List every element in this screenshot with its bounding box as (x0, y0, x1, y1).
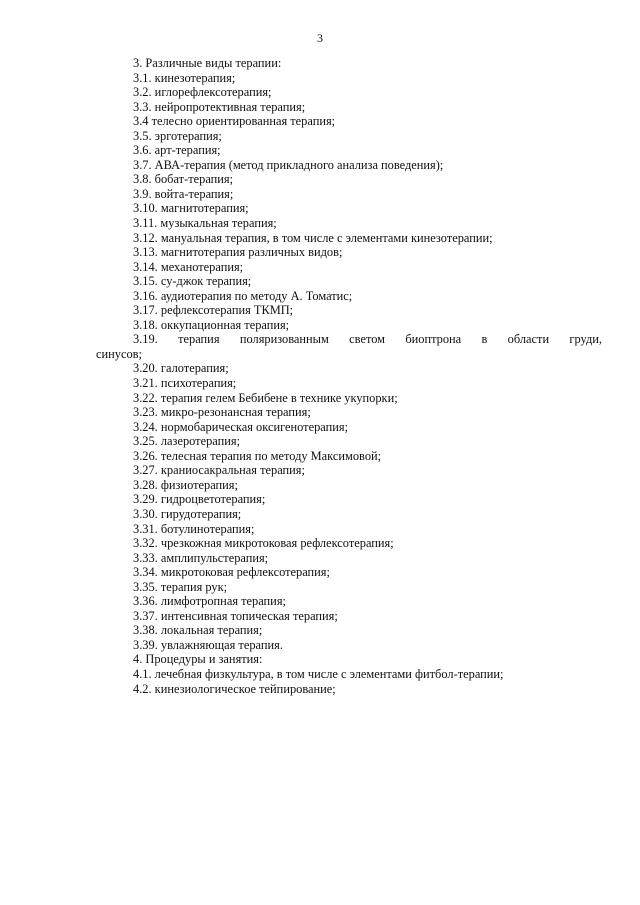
list-item: 3.37. интенсивная топическая терапия; (133, 608, 338, 623)
page-number: 3 (317, 31, 323, 45)
list-item: 3.31. ботулинотерапия; (133, 521, 255, 536)
list-item-wrapped-continuation: синусов; (96, 346, 142, 361)
list-item: 4.2. кинезиологическое тейпирование; (133, 681, 336, 696)
list-item: 3.20. галотерапия; (133, 361, 229, 376)
list-item: 3.11. музыкальная терапия; (133, 216, 277, 231)
list-item: 3.9. войта-терапия; (133, 186, 234, 201)
list-item: 3.38. локальная терапия; (133, 623, 263, 638)
list-item: 3.32. чрезкожная микротоковая рефлексотерапия; (133, 536, 394, 551)
list-item: 3.39. увлажняющая терапия. (133, 637, 283, 652)
list-item: 3.29. гидроцветотерапия; (133, 492, 266, 507)
list-item: 3.23. микро-резонансная терапия; (133, 405, 311, 420)
list-item: 3.34. микротоковая рефлексотерапия; (133, 565, 330, 580)
list-item: 3.27. краниосакральная терапия; (133, 463, 305, 478)
list-item: 3.35. терапия рук; (133, 579, 228, 594)
section-heading-procedures: 4. Процедуры и занятия: (133, 652, 263, 667)
list-item: 3.24. нормобарическая оксигенотерапия; (133, 419, 349, 434)
list-item: 3.25. лазеротерапия; (133, 434, 241, 449)
list-item: 3.15. су-джок терапия; (133, 274, 252, 289)
list-item: 3.13. магнитотерапия различных видов; (133, 245, 343, 260)
list-item: 3.33. амплипульстерапия; (133, 550, 269, 565)
list-item: 3.6. арт-терапия; (133, 143, 221, 158)
list-item: 3.10. магнитотерапия; (133, 201, 249, 216)
list-item: 3.3. нейропротективная терапия; (133, 99, 306, 114)
document-body (96, 56, 602, 696)
list-item: 3.36. лимфотропная терапия; (133, 594, 286, 609)
list-item: 3.5. эрготерапия; (133, 128, 222, 143)
list-item: 3.12. мануальная терапия, в том числе с элементами кинезотерапии; (133, 230, 493, 245)
list-item: 3.1. кинезотерапия; (133, 70, 236, 85)
list-item: 3.17. рефлексотерапия ТКМП; (133, 303, 294, 318)
list-item: 3.14. механотерапия; (133, 259, 244, 274)
list-item: 3.8. бобат-терапия; (133, 172, 234, 187)
list-item: 3.26. телесная терапия по методу Максимовой; (133, 448, 382, 463)
list-item: 3.22. терапия гелем Бебибене в технике укупорки; (133, 390, 398, 405)
list-item: 3.2. иглорефлексотерапия; (133, 85, 272, 100)
list-item-wrapped-first-line: 3.19. терапия поляризованным светом биоптрона в области груди, (133, 332, 602, 347)
list-item: 3.30. гирудотерапия; (133, 506, 242, 521)
list-item: 3.21. психотерапия; (133, 376, 237, 391)
list-item: 3.4 телесно ориентированная терапия; (133, 114, 336, 129)
section-heading-therapy-types: 3. Различные виды терапии: (133, 56, 282, 70)
list-item: 4.1. лечебная физкультура, в том числе с элементами фитбол-терапии; (133, 666, 504, 681)
list-item: 3.16. аудиотерапия по методу А. Томатис; (133, 288, 353, 303)
list-item: 3.7. АВА-терапия (метод прикладного анализа поведения); (133, 157, 444, 172)
list-item: 3.18. оккупационная терапия; (133, 317, 290, 332)
list-item: 3.28. физиотерапия; (133, 477, 238, 492)
